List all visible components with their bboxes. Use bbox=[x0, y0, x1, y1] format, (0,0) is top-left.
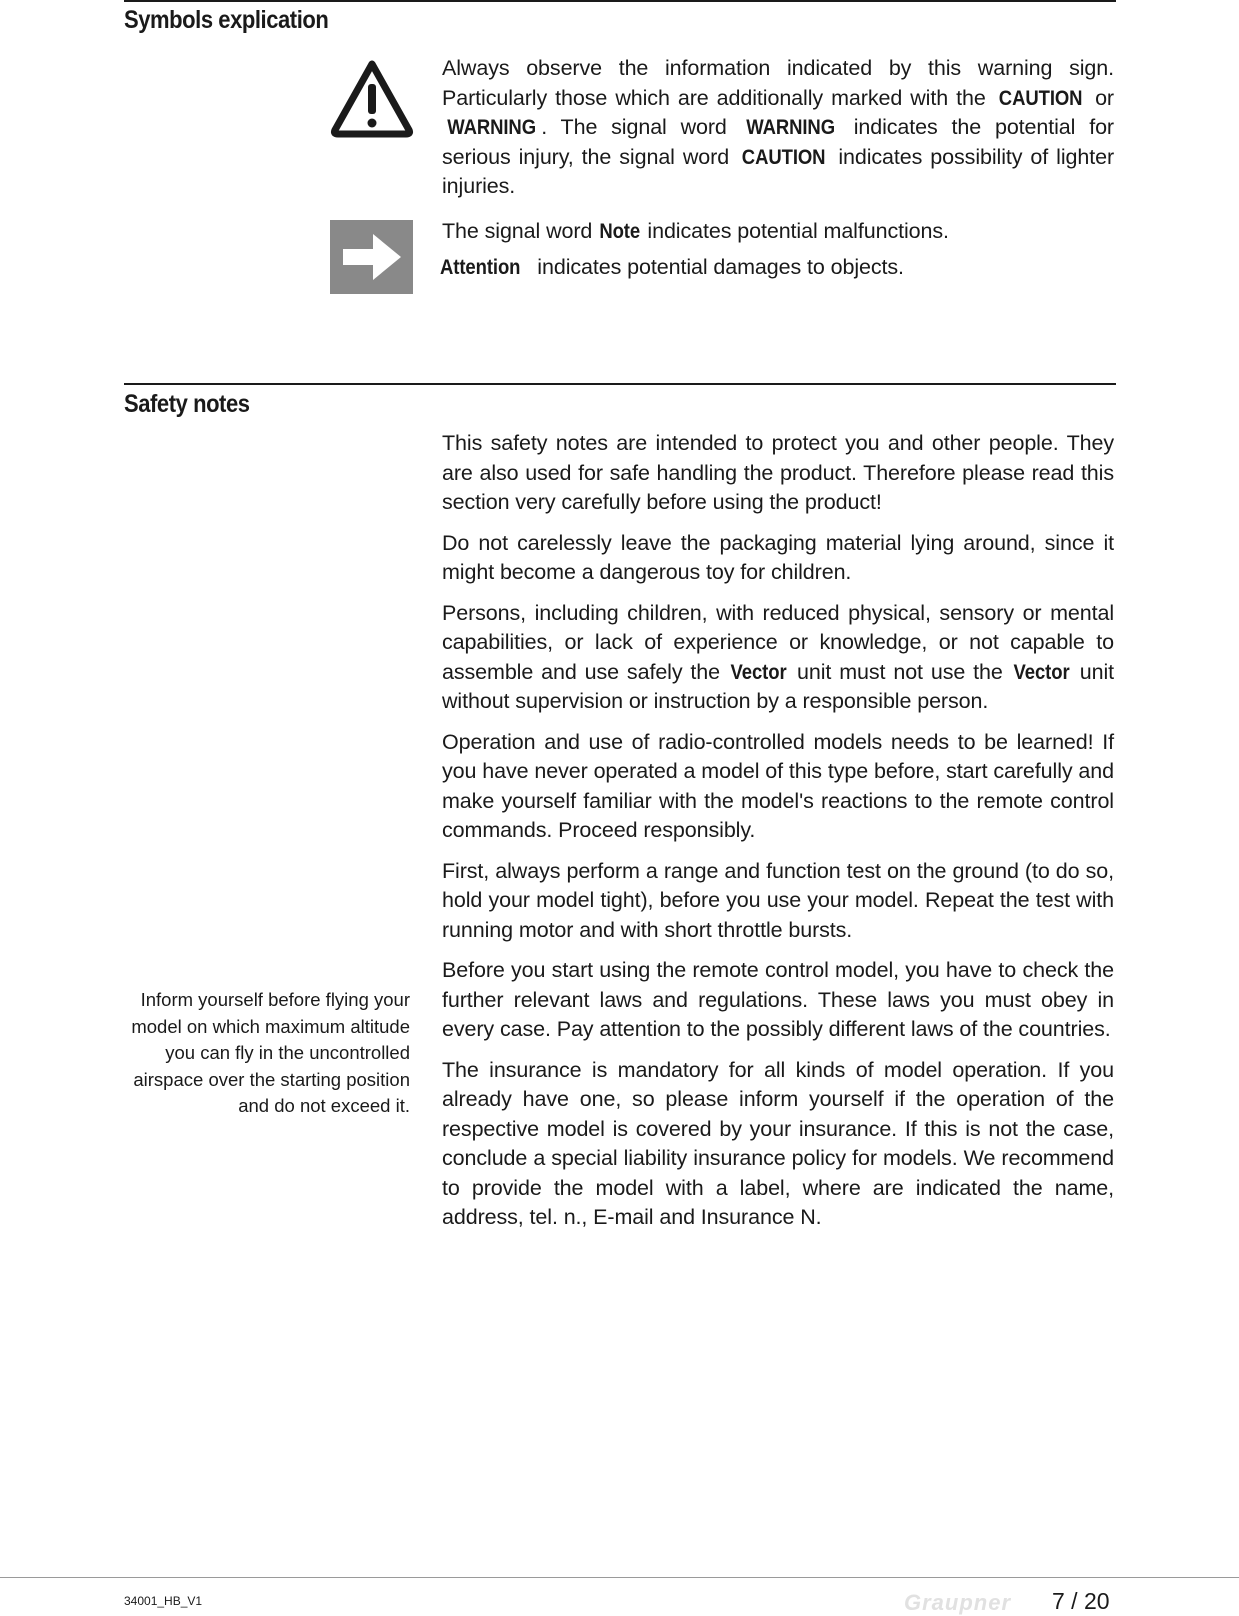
footer-rule bbox=[0, 1577, 1239, 1578]
keyword-warning: WARNING bbox=[745, 115, 835, 139]
note-paragraph bbox=[442, 217, 1114, 247]
safety-text-column bbox=[442, 429, 1114, 1244]
text-run: indicates possibility of lighter injuries. bbox=[442, 144, 1115, 198]
keyword-note: Note bbox=[599, 219, 641, 243]
text-run: indicates the potential for serious injury, the signal word bbox=[442, 115, 1114, 169]
text-run: unit must not use the bbox=[789, 659, 1011, 684]
safety-paragraph-3 bbox=[442, 599, 1114, 717]
warning-paragraph bbox=[442, 54, 1114, 202]
keyword-caution: CAUTION bbox=[741, 144, 826, 169]
footer-doc-code: 34001_HB_V1 bbox=[124, 1594, 203, 1608]
attention-paragraph bbox=[442, 253, 1114, 283]
right-arrow-icon bbox=[330, 220, 413, 294]
section-rule-safety bbox=[124, 383, 1116, 385]
symbols-title: Symbols explication bbox=[124, 6, 329, 34]
keyword-attention: Attention bbox=[440, 254, 521, 279]
footer-brand-logo: Graupner bbox=[904, 1590, 1012, 1615]
safety-paragraph-6: Before you start using the remote control model, you have to check the further relevant laws and regulations. These laws you must obey in every case. Pay attention to the possibly different laws of the countries. bbox=[442, 958, 1114, 1041]
keyword-caution: CAUTION bbox=[998, 85, 1083, 110]
safety-title: Safety notes bbox=[124, 390, 250, 418]
safety-paragraph-2: Do not carelessly leave the packaging material lying around, since it might become a dangerous toy for children. bbox=[442, 530, 1114, 584]
safety-paragraph-4: Operation and use of radio-controlled models needs to be learned! If you have never operated a model of this type before, start carefully and make yourself familiar with the model's reactions to the remote control commands. Proceed responsibly. bbox=[442, 729, 1114, 842]
keyword-vector: Vector bbox=[1013, 659, 1070, 684]
safety-paragraph-1: This safety notes are intended to protect you and other people. They are also used for safe handling the product. Therefore please read this section very carefully before using the product! bbox=[442, 431, 1114, 514]
signal-words-column bbox=[442, 217, 1114, 293]
margin-note: Inform yourself before flying your model on which maximum altitude you can fly in the uncontrolled airspace over the starting position and do not exceed it. bbox=[131, 989, 410, 1116]
text-run: or bbox=[1087, 85, 1114, 110]
text-run: indicates potential damages to objects. bbox=[531, 254, 904, 279]
section-rule-symbols bbox=[124, 0, 1116, 2]
text-run: Always observe the information indicated by this warning sign. Particularly those which are additionally marked with the bbox=[442, 56, 1114, 110]
warning-triangle-icon bbox=[330, 58, 414, 138]
safety-paragraph-7: The insurance is mandatory for all kinds of model operation. If you already have one, so please inform yourself if the operation of the respective model is covered by your insurance. If this is not the case, conclude a special liability insurance policy for models. We recommend to provide the model with a label, where are indicated the name, address, tel. n., E-mail and Insurance N. bbox=[442, 1057, 1114, 1229]
footer-page-number: 7 / 20 bbox=[1052, 1588, 1110, 1614]
keyword-vector: Vector bbox=[730, 659, 787, 684]
keyword-warning: WARNING bbox=[447, 115, 536, 139]
text-run: indicates potential malfunctions. bbox=[641, 219, 949, 243]
safety-paragraph-5: First, always perform a range and function test on the ground (to do so, hold your model tight), before you use your model. Repeat the test with running motor and with short throttle bursts. bbox=[442, 858, 1114, 942]
arrow-glyph bbox=[330, 220, 413, 294]
text-run: Persons, including children, with reduced physical, sensory or mental capabilities, or lack of experience or knowledge, or not capable to assemble and use safely the bbox=[442, 600, 1114, 684]
text-run: unit without supervision or instruction by a responsible person. bbox=[442, 659, 1115, 713]
text-run: The signal word bbox=[442, 219, 599, 243]
text-run: . The signal word bbox=[541, 115, 741, 139]
symbols-text-column bbox=[442, 54, 1114, 213]
